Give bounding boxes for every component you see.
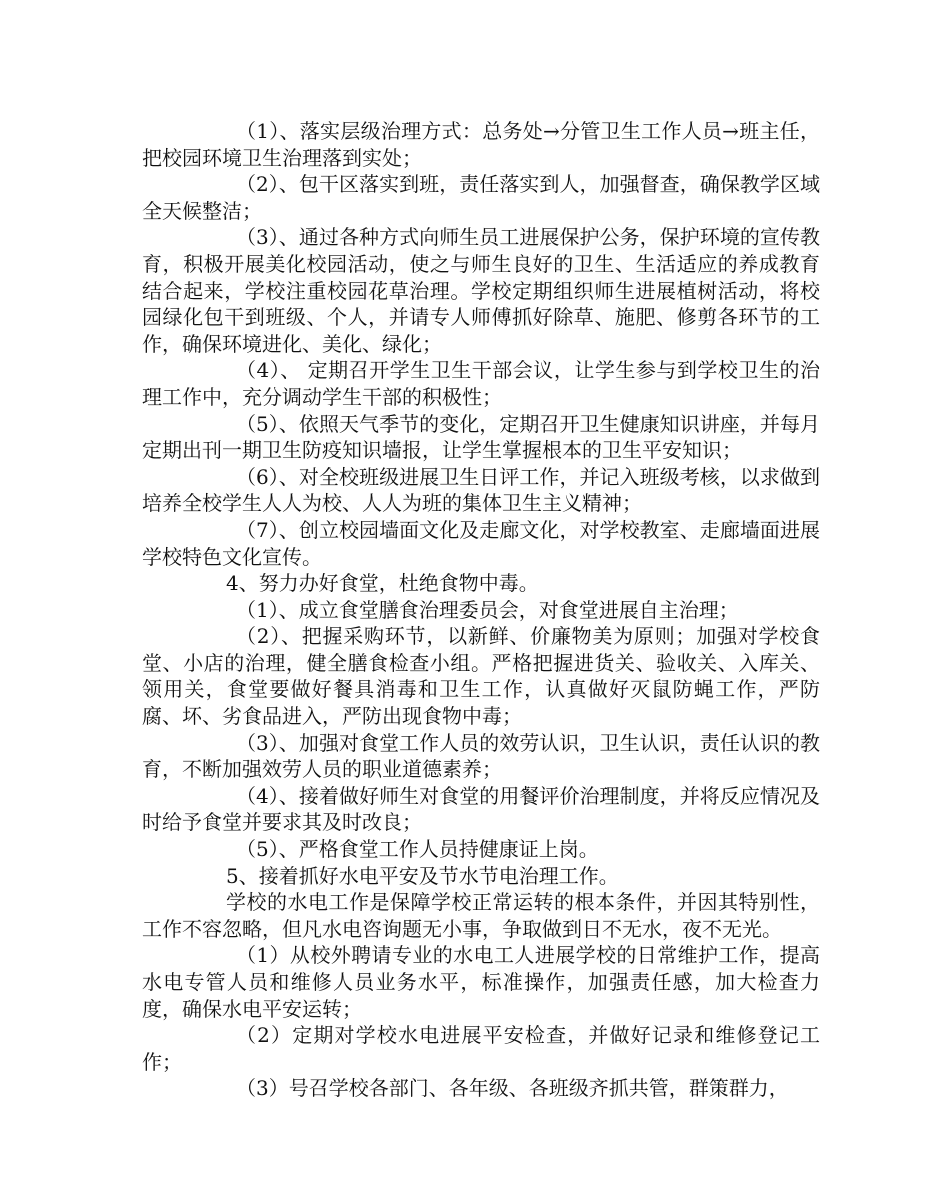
paragraph-item-1-5: （5）、依照天气季节的变化，定期召开卫生健康知识讲座，并每月定期出刊一期卫生防疫知识墙报，让学生掌握根本的卫生平安知识； xyxy=(142,411,820,463)
paragraph-item-1-3: （3）、通过各种方式向师生员工进展保护公务，保护环境的宣传教育，积极开展美化校园活动，使之与师生良好的卫生、生活适应的养成教育结合起来，学校注重校园花草治理。学校定期组织师生进展植树活动，将校园绿化包干到班级、个人，并请专人师傅抓好除草、施肥、修剪各环节的工作，确保环境进化、美化、绿化； xyxy=(142,225,820,356)
section-5-intro-paragraph: 学校的水电工作是保障学校正常运转的根本条件，并因其特别性，工作不容忽略，但凡水电咨询题无小事，争取做到日不无水，夜不无光。 xyxy=(142,890,820,941)
paragraph-item-1-6: （6）、对全校班级进展卫生日评工作，并记入班级考核，以求做到培养全校学生人人为校、人人为班的集体卫生主义精神； xyxy=(142,464,820,516)
paragraph-item-4-2: （2）、把握采购环节，以新鲜、价廉物美为原则；加强对学校食堂、小店的治理，健全膳食检查小组。严格把握进货关、验收关、入库关、领用关，食堂要做好餐具消毒和卫生工作，认真做好灭鼠防蝇工作，严防腐、坏、劣食品进入，严防出现食物中毒； xyxy=(142,624,820,729)
paragraph-item-4-4: （4）、接着做好师生对食堂的用餐评价治理制度，并将反应情况及时给予食堂并要求其及时改良； xyxy=(142,783,820,835)
paragraph-item-5-2: （2）定期对学校水电进展平安检查，并做好记录和维修登记工作； xyxy=(142,1023,820,1074)
paragraph-item-5-1: （1）从校外聘请专业的水电工人进展学校的日常维护工作，提高水电专管人员和维修人员业务水平，标准操作，加强责任感，加大检查力度，确保水电平安运转； xyxy=(142,943,820,1021)
document-body xyxy=(142,118,820,1102)
paragraph-item-4-1: （1）、成立食堂膳食治理委员会，对食堂进展自主治理； xyxy=(236,597,739,622)
section-heading-4: 4、努力办好食堂，杜绝食物中毒。 xyxy=(226,571,539,596)
paragraph-item-1-4: （4）、 定期召开学生卫生干部会议，让学生参与到学校卫生的治理工作中，充分调动学生干部的积极性； xyxy=(142,358,820,409)
paragraph-item-1-1: （1）、落实层级治理方式：总务处→分管卫生工作人员→班主任，把校园环境卫生治理落到实处； xyxy=(142,119,820,170)
section-heading-5: 5、接着抓好水电平安及节水节电治理工作。 xyxy=(226,863,619,888)
paragraph-item-4-3: （3）、加强对食堂工作人员的效劳认识，卫生认识，责任认识的教育，不断加强效劳人员的职业道德素养； xyxy=(142,730,820,782)
paragraph-item-4-5: （5）、严格食堂工作人员持健康证上岗。 xyxy=(236,837,599,862)
paragraph-item-1-2: （2）、包干区落实到班，责任落实到人，加强督查，确保教学区域全天候整洁； xyxy=(142,172,820,223)
paragraph-item-1-7: （7）、创立校园墙面文化及走廊文化，对学校教室、走廊墙面进展学校特色文化宣传。 xyxy=(142,517,820,569)
paragraph-item-5-3: （3）号召学校各部门、各年级、各班级齐抓共管，群策群力， xyxy=(236,1076,789,1101)
